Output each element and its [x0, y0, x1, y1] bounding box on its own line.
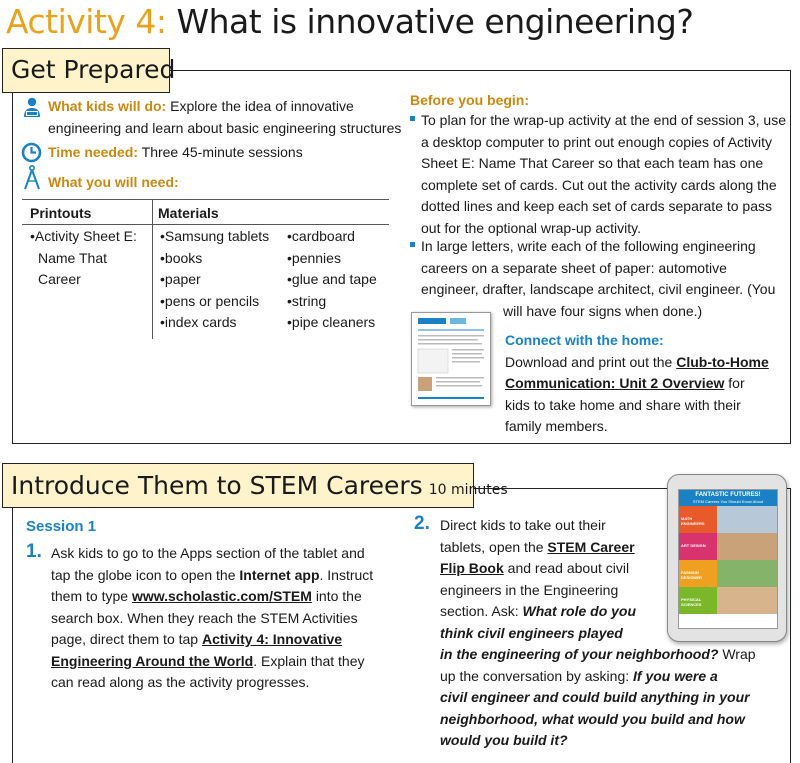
clock-icon [21, 142, 42, 163]
internet-app-name: Internet app [239, 566, 320, 583]
before-you-begin-label: Before you begin: [410, 92, 530, 108]
material-item: •pens or pencils [160, 292, 260, 309]
intro-heading [2, 463, 508, 508]
tablet-row-label: ART DESIGN [679, 533, 717, 560]
tablet-row [679, 533, 777, 560]
step-2-number: 2. [414, 513, 430, 534]
activity-title: What is innovative engineering? [176, 2, 694, 41]
before-line: a desktop computer to print out enough copies of Activity [421, 133, 772, 150]
flip-book-link-cont[interactable]: Flip Book [440, 560, 504, 576]
question-text: in the engineering of your neighborhood? [440, 646, 719, 662]
connect-with-home [505, 330, 769, 438]
before-line: engineer, drafter, landscape architect, civil engineer. (You [421, 281, 776, 297]
intro-heading-text: Introduce Them to STEM Careers [11, 471, 423, 500]
question-text: What role do you [522, 603, 637, 619]
step-2-line: up the conversation by asking: [440, 667, 630, 684]
what-you-need-label: What you will need: [48, 174, 179, 190]
tablet-image [667, 474, 787, 642]
question-text: civil engineer and could build anything in your [440, 689, 750, 705]
tablet-row [679, 560, 777, 587]
tablet-row-label: FASHION DESIGNER [679, 560, 717, 587]
tablet-screen [678, 489, 778, 629]
time-label: Time needed: [48, 144, 138, 160]
table-header-rule [22, 224, 389, 225]
step-1-line: them to type [51, 588, 129, 604]
step-1-line: page, direct them to tap [51, 631, 199, 647]
page-title [6, 2, 693, 41]
material-item: •cardboard [287, 228, 355, 244]
step-1-line: Ask kids to go to the Apps section of the tablet and [51, 545, 365, 561]
material-item: •glue and tape [287, 271, 377, 287]
activity-number: Activity 4: [6, 2, 167, 41]
activity-4-link-cont[interactable]: Engineering Around the World [51, 652, 254, 669]
tablet-row-photo [717, 560, 777, 587]
table-column-divider [152, 199, 153, 339]
material-item: •pipe cleaners [287, 314, 376, 330]
get-prepared-heading: Get Prepared [2, 48, 170, 93]
step-1-line: tap the globe icon to open the [51, 566, 236, 583]
tablet-screen-subtitle: STEM Careers You Should Know About [679, 499, 777, 506]
time-needed [48, 142, 303, 164]
connect-text: Download and print out the [505, 353, 673, 370]
unit2-overview-link[interactable]: Communication: Unit 2 Overview [505, 375, 725, 391]
question-text: would you build it? [440, 732, 568, 748]
step-2-line: Wrap [722, 646, 756, 662]
bullet-icon [410, 116, 415, 121]
step-1-text [51, 543, 373, 694]
before-line: In large letters, write each of the following engineering [421, 238, 756, 254]
what-kids-text: Explore the idea of innovative [170, 98, 354, 114]
step-1-line: can read along as the activity progresses. [51, 674, 310, 690]
before-line: careers on a separate sheet of paper: automotive [421, 259, 727, 276]
before-line: out for the optional wrap-up activity. [421, 219, 641, 236]
materials-list-1 [160, 226, 269, 334]
question-text: think civil engineers played [440, 624, 623, 641]
before-line: dotted lines and keep each set of cards separate to pass [421, 198, 773, 214]
step-1-line: . Instruct [319, 566, 374, 583]
printouts-list [30, 226, 137, 291]
tablet-row [679, 587, 777, 614]
material-item: •books [160, 249, 203, 266]
before-line: To plan for the wrap-up activity at the end of session 3, use [421, 112, 786, 128]
tablet-row-label: PHYSICAL SCIENCES [679, 587, 717, 614]
before-line: Sheet E: Name That Career so that each team has one [421, 155, 764, 171]
materials-header: Materials [158, 205, 219, 221]
before-paragraph-2 [410, 236, 775, 322]
before-line: complete set of cards. Cut out the activity cards along the [421, 176, 777, 193]
step-2-line: tablets, open the [440, 538, 544, 555]
step-1-number: 1. [26, 541, 42, 562]
step-2-line: engineers in the Engineering [440, 581, 619, 598]
material-item: •string [287, 292, 327, 309]
time-text: Three 45-minute sessions [141, 144, 303, 160]
step-1-line: search box. When they reach the STEM Activities [51, 609, 358, 626]
step-2-line: Direct kids to take out their [440, 517, 606, 533]
material-item: •pennies [287, 249, 341, 266]
before-line: will have four signs when done.) [503, 302, 703, 319]
material-item: •paper [160, 271, 201, 287]
question-text: neighborhood, what would you build and how [440, 710, 745, 727]
tablet-row [679, 506, 777, 533]
connect-text: for [728, 375, 745, 391]
step-1-line: into the [315, 588, 362, 604]
step-2-line: and read about civil [507, 560, 630, 576]
tablet-screen-title: FANTASTIC FUTURES! [679, 490, 777, 499]
printout-item-cont: Name That [38, 249, 107, 266]
printout-item: •Activity Sheet E: [30, 228, 137, 244]
intro-duration: 10 minutes [428, 482, 508, 498]
connect-text: family members. [505, 418, 608, 434]
tablet-row-label: MATH ENGINEERS [679, 506, 717, 533]
material-item: •Samsung tablets [160, 228, 270, 244]
person-icon [22, 97, 42, 119]
connect-label: Connect with the home: [505, 332, 664, 348]
printouts-header: Printouts [30, 205, 92, 221]
compass-icon [22, 165, 42, 191]
what-kids-text-2: engineering and learn about basic engineering structures [48, 120, 402, 136]
step-1-line: . Explain that they [253, 652, 365, 669]
what-kids-label: What kids will do: [48, 98, 167, 114]
session-label: Session 1 [26, 518, 97, 535]
tablet-row-photo [717, 506, 777, 533]
question-text: If you were a [633, 667, 718, 684]
bullet-icon [410, 242, 415, 247]
club-to-home-link[interactable]: Club-to-Home [676, 353, 769, 370]
what-kids-will-do [48, 96, 354, 118]
tablet-row-photo [717, 533, 777, 560]
material-item: •index cards [160, 314, 237, 330]
activity-4-link[interactable]: Activity 4: Innovative [201, 631, 343, 647]
before-paragraph-1 [410, 110, 786, 239]
printout-item-cont: Career [38, 271, 81, 287]
handout-thumbnail [411, 312, 491, 406]
stem-career-flip-book-link[interactable]: STEM Career [547, 538, 635, 555]
materials-list-2 [287, 226, 377, 334]
tablet-row-photo [717, 587, 777, 614]
scholastic-stem-link[interactable]: www.scholastic.com/STEM [131, 588, 312, 604]
connect-text: kids to take home and share with their [505, 396, 741, 413]
step-2-line: section. Ask: [440, 603, 519, 619]
table-top-rule [22, 199, 389, 200]
